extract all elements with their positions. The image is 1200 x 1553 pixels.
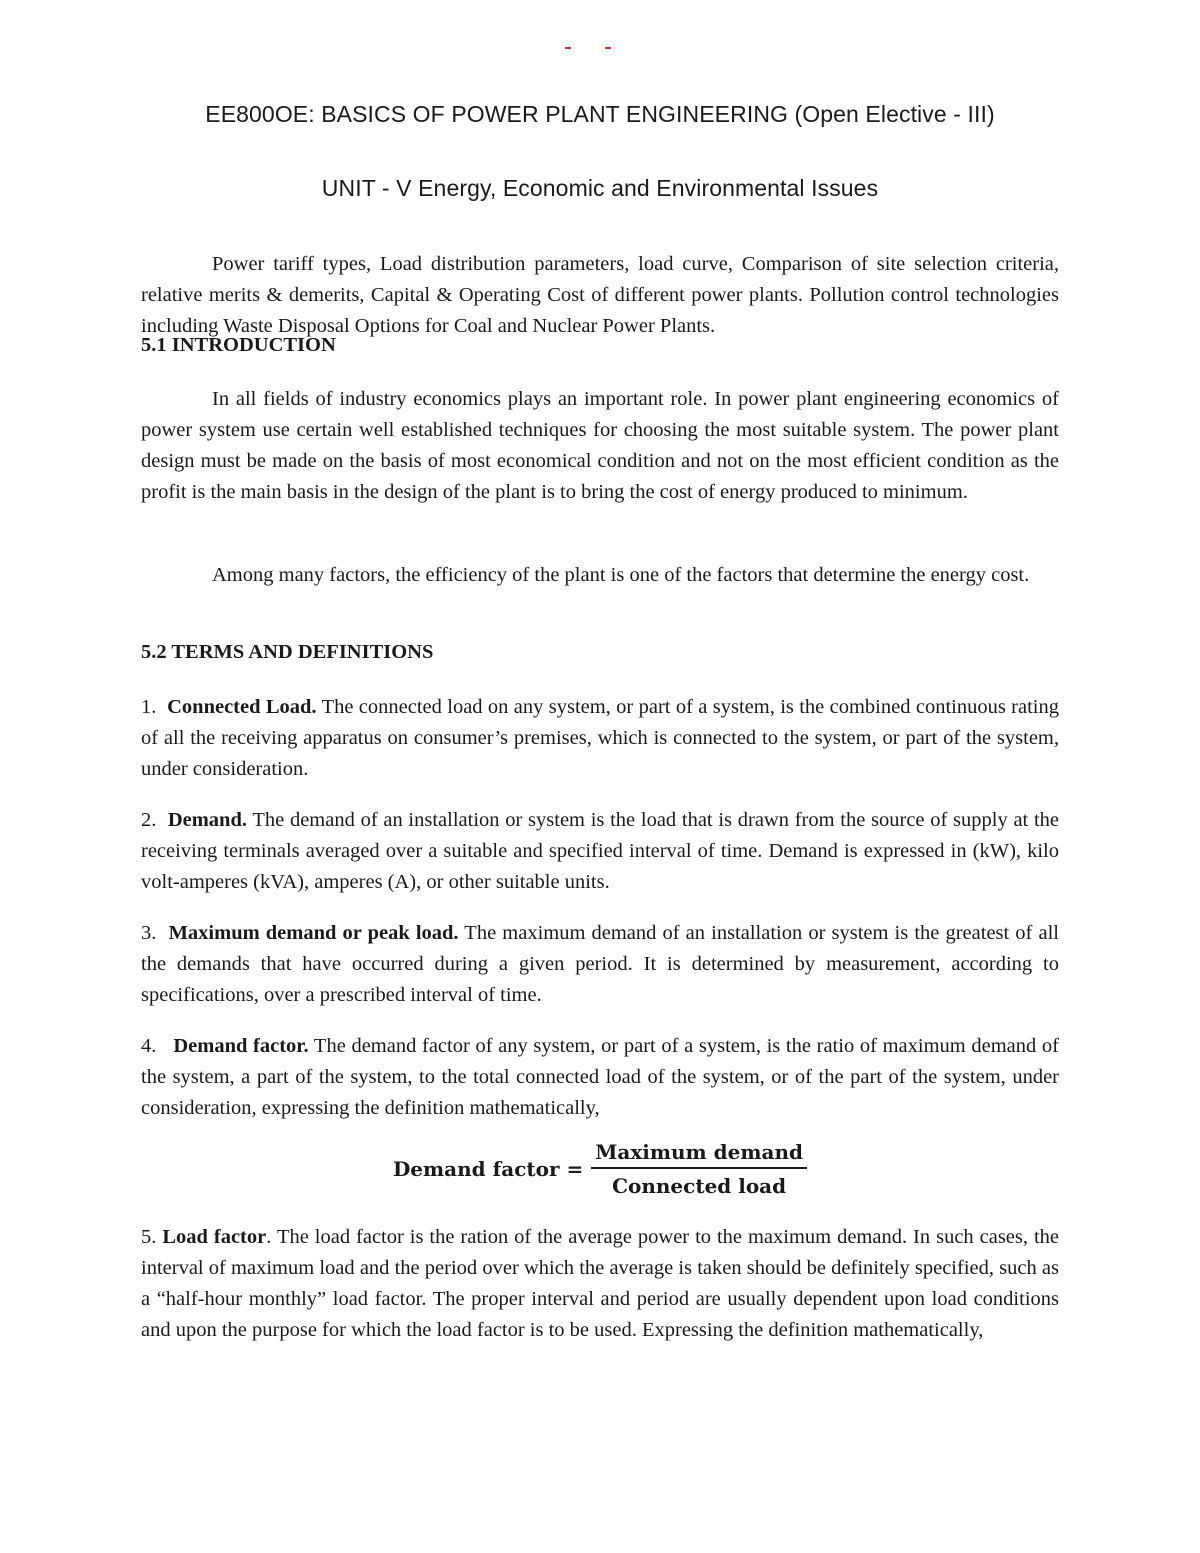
definition-text: . The load factor is the ration of the average power to the maximum demand. In such cases, the interval of maximum load and the period over which the average is taken should be definitely specified, such as a “half-hour monthly” load factor. The proper interval and period are usually dependent upon load conditions and upon the purpose for which the load factor is to be used. Expressing the definition mathematically, — [141, 1226, 1059, 1341]
item-number: 2. — [141, 809, 157, 831]
formula-fraction — [591, 1140, 807, 1198]
formula-numerator: Maximum demand — [591, 1140, 807, 1169]
decorative-mark — [565, 47, 571, 49]
intro-paragraph: In all fields of industry economics plays an important role. In power plant engineering economics of power system use certain well established techniques for choosing the most suitable system. The power plant design must be made on the basis of most economical condition and not on the most efficient condition as the profit is the main basis in the design of the plant is to bring the cost of energy produced to minimum. — [141, 388, 1059, 503]
syllabus-paragraph: Power tariff types, Load distribution parameters, load curve, Comparison of site selection criteria, relative merits & demerits, Capital & Operating Cost of different power plants. Pollution control technologies including Waste Disposal Options for Coal and Nuclear Power Plants. — [141, 253, 1059, 337]
section-heading-introduction: 5.1 INTRODUCTION — [141, 334, 336, 356]
definition-text: The demand of an installation or system is the load that is drawn from the source of supply at the receiving terminals averaged over a suitable and specified interval of time. Demand is expressed in (kW), kilo volt-amperes (kVA), amperes (A), or other suitable units. — [141, 809, 1060, 893]
definition-item — [141, 692, 1059, 785]
intro-paragraph: Among many factors, the efficiency of the plant is one of the factors that determine the energy cost. — [212, 564, 1030, 586]
definition-text: The demand factor of any system, or part of a system, is the ratio of maximum demand of the system, a part of the system, to the total connected load of the system, or of the part of the system, under consideration, expressing the definition mathematically, — [141, 1035, 1059, 1119]
formula-lhs: Demand factor = — [392, 1157, 584, 1181]
definition-item — [141, 1031, 1059, 1124]
definition-item — [141, 1222, 1059, 1346]
definition-item — [141, 918, 1059, 1011]
definition-text: The connected load on any system, or part of a system, is the combined continuous rating of all the receiving apparatus on consumer’s premises, which is connected to the system, or part of the system, under consideration. — [141, 696, 1059, 780]
definition-item — [141, 805, 1059, 898]
formula-denominator: Connected load — [612, 1174, 787, 1198]
unit-title: UNIT - V Energy, Economic and Environmental Issues — [321, 175, 879, 201]
course-title: EE800OE: BASICS OF POWER PLANT ENGINEERING (Open Elective - III) — [205, 101, 995, 127]
definition-term: Load factor — [162, 1226, 267, 1248]
definition-term: Demand. — [167, 809, 247, 831]
item-number: 3. — [141, 922, 157, 944]
decorative-mark — [605, 47, 611, 49]
definition-text: The maximum demand of an installation or system is the greatest of all the demands that have occurred during a given period. It is determined by measurement, according to specifications, over a prescribed interval of time. — [141, 922, 1059, 1006]
item-number: 5. — [141, 1226, 157, 1248]
definition-term: Demand factor. — [173, 1035, 309, 1057]
item-number: 4. — [141, 1035, 157, 1057]
demand-factor-formula — [0, 1140, 1200, 1198]
item-number: 1. — [141, 696, 157, 718]
definition-term: Connected Load. — [167, 696, 317, 718]
section-heading-terms: 5.2 TERMS AND DEFINITIONS — [141, 641, 434, 663]
definition-term: Maximum demand or peak load. — [168, 922, 459, 944]
